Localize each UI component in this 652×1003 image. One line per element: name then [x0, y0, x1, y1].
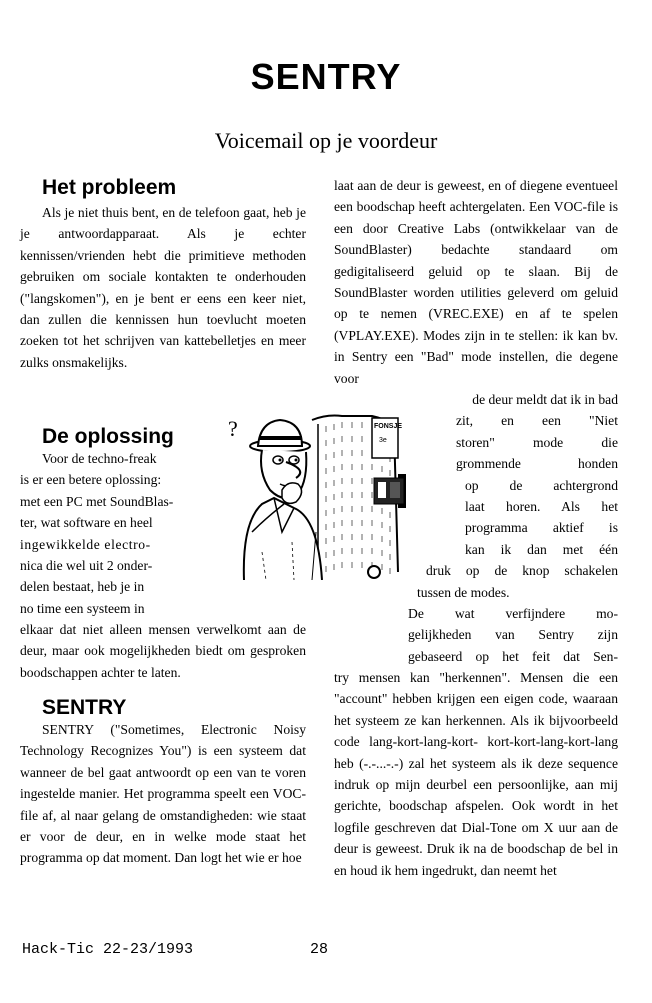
- text-right-wrap: [400, 389, 618, 667]
- text-line: is er een betere oplossing:: [20, 472, 162, 488]
- text-line: gebaseerd op het feit dat Sen-: [408, 648, 618, 664]
- text-line: De wat verfijndere mo-: [408, 606, 618, 622]
- text-line: druk op de knop schakelen: [426, 563, 618, 579]
- page-subtitle: Voicemail op je voordeur: [214, 128, 438, 153]
- door-sign-text: FONSJE: [374, 423, 403, 430]
- page-title: SENTRY: [250, 56, 402, 97]
- text-oplossing-tail: elkaar dat niet alleen mensen verwelkomt aan de deur, maar ook mogelijkheden biedt om gesproken boodschappen achter te laten.: [20, 622, 306, 680]
- heading-probleem: Het probleem: [42, 176, 177, 199]
- text-line: programma aktief is: [465, 520, 618, 536]
- heading-sentry: SENTRY: [42, 696, 127, 719]
- text-line: zit, en een "Niet: [456, 413, 618, 429]
- text-sentry: SENTRY ("Sometimes, Electronic Noisy Technology Recognizes You") is een systeem dat wanneer de bel gaat antwoordt op een van te voren ingestelde manier. Het programma speelt een VOC-file af, al naar gelang de omstandigheden: wie staat er voor de deur, en in welke mode staat het programma op dat moment. Dan logt het wie er hoe: [20, 722, 306, 866]
- text-right-bottom: try mensen kan "herkennen". Mensen die een "account" hebben krijgen een eigen code, waaraan het systeem ze kan herkennen. Als ik bijvoorbeeld code lang-kort-lang-kort- kort-kort-lang-kort-lang heb (-.-...-.-) zal het systeem als ik deze sequence indruk op mijn deurbel een persoonlijke, aan mij gerichte, boodschap afspelen. Ook wordt in het logfile geschreven dat Dial-Tone om X uur aan de deur is geweest. Druk ik na de boodschap de bel in en houd ik hem ingedrukt, dan neemt het: [334, 670, 618, 878]
- text-line: tussen de modes.: [417, 584, 510, 600]
- text-line: no time een systeem in: [20, 600, 145, 616]
- text-line: ingewikkelde electro-: [20, 536, 151, 552]
- text-line: met een PC met SoundBlas-: [20, 493, 174, 509]
- text-oplossing-wrap: [20, 448, 222, 619]
- text-probleem: Als je niet thuis bent, en de telefoon gaat, heb je je antwoordapparaat. Als je echter kennissen/vrienden hebt die primitieve methoden gebruiken om sociale kontakten te onderhouden ("langskomen"), en je bent er eens een keer niet, dan zullen die kennissen hun toevlucht moeten zoeken tot het schrijven van kattebelletjes en meer zulks onsmakelijks.: [20, 205, 306, 370]
- text-line: gelijkheden van Sentry zijn: [408, 627, 618, 643]
- footer-source: Hack-Tic 22-23/1993: [22, 941, 194, 958]
- text-right-top: laat aan de deur is geweest, en of diegene eventueel een boodschap heeft achtergelaten. Een VOC-file is een door Creative Labs (ontwikkelaar van de SoundBlaster) bedachte standaard om gedigitaliseerd geluid op te slaan. Bij de SoundBlaster worden utilities geleverd om geluid op te nemen (VREC.EXE) en af te spelen (VPLAY.EXE). Modes zijn in te stellen: ik kan bv. in Sentry een "Bad" mode instellen, die degene voor: [334, 178, 618, 386]
- door-sign-sub: 3e: [379, 437, 387, 444]
- text-line: laat horen. Als het: [465, 499, 618, 515]
- text-line: kan ik dan met één: [465, 541, 618, 557]
- text-line: nica die wel uit 2 onder-: [20, 558, 153, 574]
- heading-oplossing: De oplossing: [42, 425, 174, 448]
- text-line: grommende honden: [456, 456, 618, 472]
- text-line: op de achtergrond: [465, 477, 618, 493]
- question-mark: ?: [228, 416, 238, 441]
- page-number: 28: [310, 941, 329, 958]
- text-line: ter, wat software en heel: [20, 515, 153, 531]
- text-line: de deur meldt dat ik in bad: [472, 392, 618, 407]
- text-line: delen bestaat, heb je in: [20, 579, 145, 595]
- text-line: storen" mode die: [456, 434, 618, 450]
- text-line: Voor de techno-freak: [42, 451, 157, 466]
- cartoon-illustration: [222, 412, 406, 580]
